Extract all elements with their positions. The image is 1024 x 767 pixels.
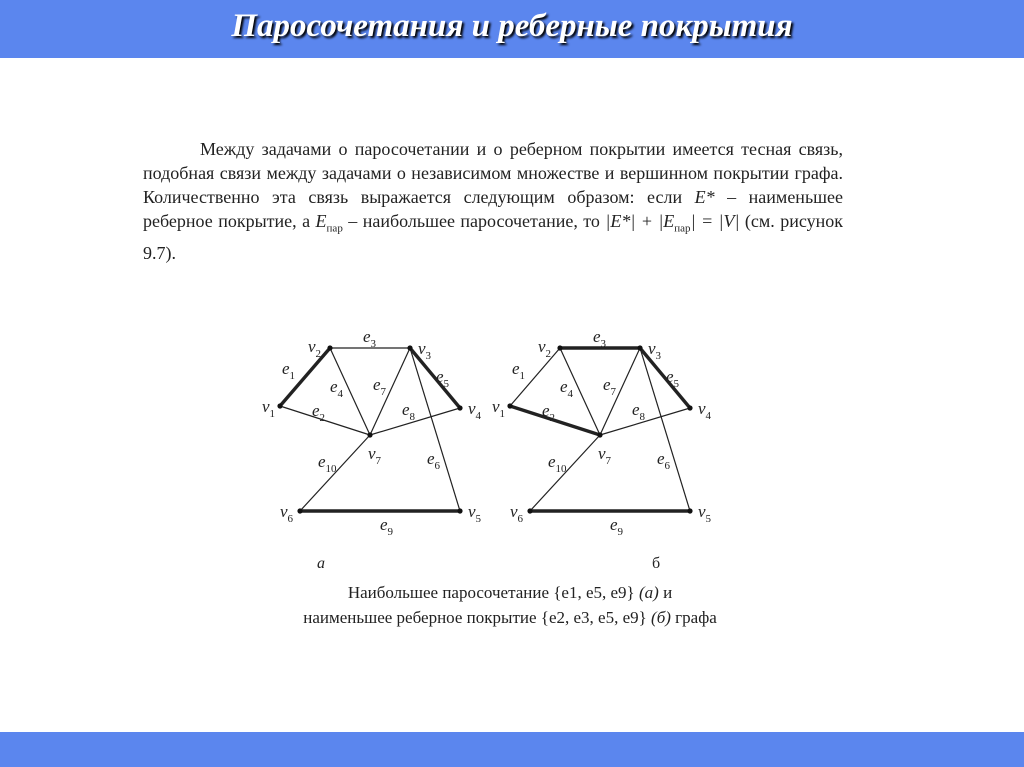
right-edge-label-e4: $e_4$	[560, 377, 574, 400]
caption2-end: графа	[670, 608, 717, 627]
graph-right	[492, 327, 712, 538]
right-edge-label-e7: $e_7$	[603, 375, 617, 398]
left-edge-label-e3: $e_3$	[363, 327, 377, 350]
figure-label-b: б	[652, 555, 661, 572]
caption-line-1	[220, 583, 800, 603]
right-edge-label-e2: $e_2$	[542, 401, 556, 424]
caption1-set: {e1, e5, e9}	[553, 583, 635, 602]
left-vertex-v3	[407, 345, 412, 350]
left-edge-label-e2: $e_2$	[312, 401, 326, 424]
left-edge-label-e8: $e_8$	[402, 400, 416, 423]
right-vertex-v1	[507, 403, 512, 408]
left-edge-label-e10: $e_{10}$	[318, 452, 337, 475]
right-edge-label-e5: $e_5$	[666, 367, 680, 390]
left-edge-e6	[410, 348, 460, 511]
figure-label-a: а	[317, 555, 325, 572]
right-vertex-label-v6: $v_6$	[510, 502, 524, 525]
right-edge-label-e1: $e_1$	[512, 359, 526, 382]
caption-line-2	[220, 608, 800, 628]
formula: |E*| + |E	[605, 211, 675, 231]
bottom-bar	[0, 732, 1024, 767]
right-edge-label-e3: $e_3$	[593, 327, 607, 350]
formula-sub: пар	[674, 222, 691, 235]
left-vertex-v5	[457, 508, 462, 513]
paragraph-part3: – наибольшее паросочетание, то	[342, 211, 606, 231]
caption1-text: Наибольшее паросочетание	[347, 583, 554, 602]
right-vertex-label-v5: $v_5$	[698, 502, 712, 525]
caption2-text: наименьшее реберное покрытие	[303, 608, 541, 627]
left-vertex-label-v2: $v_2$	[308, 337, 322, 360]
e-star: E*	[694, 187, 715, 207]
right-edge-e6	[640, 348, 690, 511]
caption1-end: и	[658, 583, 673, 602]
left-vertex-v6	[297, 508, 302, 513]
caption2-label: (б)	[651, 608, 671, 627]
caption2-set: {e2, e3, e5, e9}	[540, 608, 647, 627]
right-edge-label-e10: $e_{10}$	[548, 452, 567, 475]
graph-left	[262, 327, 482, 538]
left-edge-label-e1: $e_1$	[282, 359, 296, 382]
right-vertex-v3	[637, 345, 642, 350]
left-vertex-label-v6: $v_6$	[280, 502, 294, 525]
right-vertex-v4	[687, 405, 692, 410]
right-vertex-v7	[597, 432, 602, 437]
left-vertex-label-v3: $v_3$	[418, 339, 432, 362]
left-vertex-label-v5: $v_5$	[468, 502, 482, 525]
slide-title: Паросочетания и реберные покрытия	[231, 8, 793, 44]
right-vertex-label-v4: $v_4$	[698, 399, 712, 422]
formula-end: | = |V|	[690, 211, 740, 231]
right-vertex-v2	[557, 345, 562, 350]
left-vertex-v4	[457, 405, 462, 410]
left-vertex-label-v1: $v_1$	[262, 397, 276, 420]
left-edge-label-e9: $e_9$	[380, 515, 394, 538]
right-vertex-v6	[527, 508, 532, 513]
caption1-label: (а)	[638, 583, 659, 602]
graph-diagram	[250, 318, 770, 578]
right-vertex-label-v7: $v_7$	[598, 444, 612, 467]
left-vertex-label-v4: $v_4$	[468, 399, 482, 422]
paragraph-part2: – наименьшее реберное покрытие, а	[143, 187, 843, 231]
left-edge-label-e6: $e_6$	[427, 449, 441, 472]
left-vertex-v1	[277, 403, 282, 408]
body-paragraph	[143, 137, 843, 265]
left-vertex-v7	[367, 432, 372, 437]
right-edge-label-e9: $e_9$	[610, 515, 624, 538]
left-vertex-v2	[327, 345, 332, 350]
e-par: E	[315, 211, 327, 231]
right-edge-label-e6: $e_6$	[657, 449, 671, 472]
right-vertex-label-v2: $v_2$	[538, 337, 552, 360]
left-edge-label-e4: $e_4$	[330, 377, 344, 400]
right-vertex-label-v1: $v_1$	[492, 397, 506, 420]
left-edge-label-e5: $e_5$	[436, 367, 450, 390]
paragraph-part4: (см. рисунок 9.7).	[143, 211, 843, 263]
right-vertex-v5	[687, 508, 692, 513]
left-vertex-label-v7: $v_7$	[368, 444, 382, 467]
right-vertex-label-v3: $v_3$	[648, 339, 662, 362]
right-edge-label-e8: $e_8$	[632, 400, 646, 423]
left-edge-label-e7: $e_7$	[373, 375, 387, 398]
paragraph-part1: Между задачами о паросочетании и о реберном покрытии имеется тесная связь, подобная связи между задачами о независимом множестве и вершинном покрытии графа. Количественно эта связь выражается следующим образом: если	[143, 139, 843, 207]
e-par-sub: пар	[326, 222, 343, 235]
